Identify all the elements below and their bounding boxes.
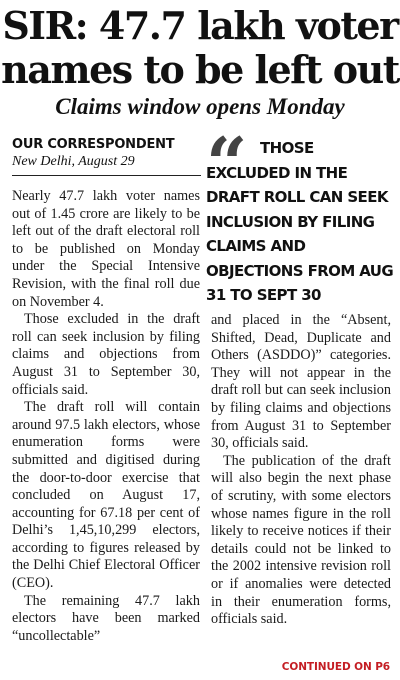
byline-author: OUR CORRESPONDENT [12,137,175,152]
byline [12,136,202,171]
continued-link[interactable]: CONTINUED ON P6 [281,661,390,673]
body-paragraph: The publication of the draft will also begin the next phase of scrutiny, with some electors whose names figure in the roll likely to receive notices if their details could not be linked to the 2002 intensive revision roll or if anomalies were detected in their enumeration forms, officials said. [211,452,391,628]
pull-quote-container [206,136,398,308]
body-paragraph: The remaining 47.7 lakh electors have been marked “uncollectable” [12,592,200,644]
body-paragraph: The draft roll will contain around 97.5 lakh electors, whose enumeration forms were submitted and digitised during the door-to-door exercise that concluded on August 17, accounting for 67.18 per cent of Delhi’s 1,45,10,299 electors, according to figures released by the Delhi Chief Electoral Officer (CEO). [12,399,200,592]
byline-dateline: New Delhi, August 29 [12,154,135,169]
body-column-right [211,312,391,629]
body-paragraph: Those excluded in the draft roll can seek inclusion by filing claims and objections from August 31 to September 30, officials said. [12,311,200,398]
open-quote-icon: “ [206,121,248,206]
body-paragraph: and placed in the “Absent, Shifted, Dead, Duplicate and Others (ASDDO)” categories. They will not appear in the draft roll but can seek inclusion by filing claims and objections from August 31 to September 30, officials said. [211,312,391,452]
headline: SIR: 47.7 lakh voter names to be left out [1,3,399,92]
pull-quote [206,121,394,306]
body-column-left [12,188,200,645]
subhead: Claims window opens Monday [55,94,345,119]
pull-quote-text: THOSE EXCLUDED IN THE DRAFT ROLL CAN SEEK INCLUSION BY FILING CLAIMS AND OBJECTIONS FROM AUG 31 TO SEPT 30 [206,139,394,304]
body-paragraph: Nearly 47.7 lakh voter names out of 1.45 crore are likely to be left out of the draft electoral roll to be published on Monday under the Special Intensive Revision, with the final roll due on November 4. [12,188,200,310]
byline-divider [12,175,201,176]
